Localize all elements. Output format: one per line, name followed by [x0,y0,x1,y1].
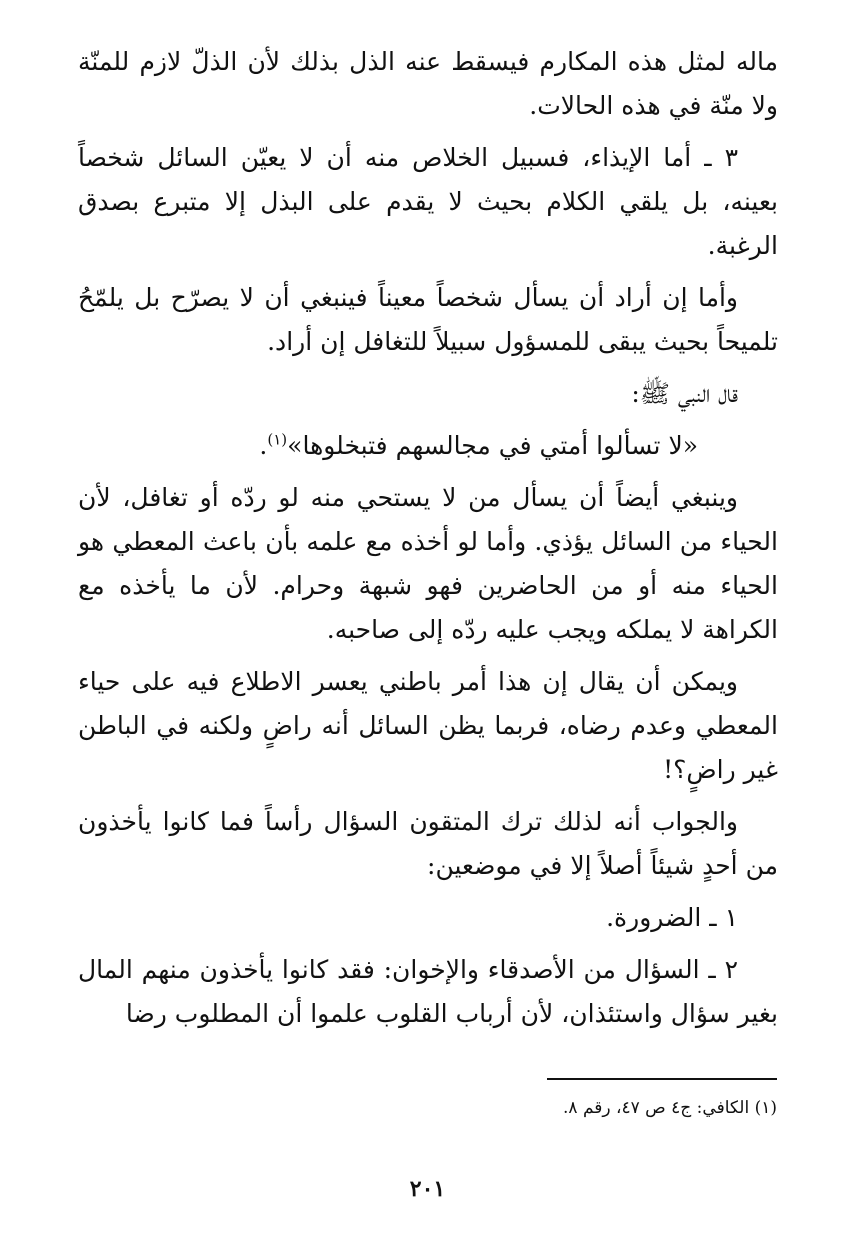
paragraph-1: ماله لمثل هذه المكارم فيسقط عنه الذل بذلك لأن الذلّ لازم للمنّة ولا منّة في هذه الحالات. [78,47,778,120]
list-item-1: ١ ـ الضرورة. [606,903,738,932]
list-item-2: ٢ ـ السؤال من الأصدقاء والإخوان: فقد كانوا يأخذون منهم المال بغير سؤال واستئذان، لأن أرباب القلوب علموا أن المطلوب رضا [78,955,778,1028]
hadith-intro: قال النبي ﷺ: [631,379,738,408]
hadith-quote [78,424,778,468]
paragraph-6: ويمكن أن يقال إن هذا أمر باطني يعسر الاطلاع فيه على حياء المعطي وعدم رضاه، فربما يظن السائل أنه راضٍ ولكنه في الباطن غير راضٍ؟! [78,667,778,784]
hadith-tail: . [259,431,268,460]
paragraph-7: والجواب أنه لذلك ترك المتقون السؤال رأساً فما كانوا يأخذون من أحدٍ شيئاً أصلاً إلا في موضعين: [78,807,778,880]
paragraph-3: وأما إن أراد أن يسأل شخصاً معيناً فينبغي أن لا يصرّح بل يلمّحُ تلميحاً بحيث يبقى للمسؤول سبيلاً للتغافل إن أراد. [78,283,778,356]
page-number: ٢٠١ [409,1176,446,1202]
hadith-text: «لا تسألوا أمتي في مجالسهم فتبخلوها» [287,431,698,460]
paragraph-2: ٣ ـ أما الإيذاء، فسبيل الخلاص منه أن لا يعيّن السائل شخصاً بعينه، بل يلقي الكلام بحيث لا يقدم على البذل إلا متبرع بصدق الرغبة. [78,143,778,260]
footnote-marker[interactable]: (١) [267,430,288,449]
footnote: (١) الكافي: ج٤ ص ٤٧، رقم ٨. [563,1098,777,1118]
footnote-divider [547,1078,777,1080]
page-body [78,40,778,1044]
paragraph-5: وينبغي أيضاً أن يسأل من لا يستحي منه لو ردّه أو تغافل، لأن الحياء من السائل يؤذي. وأما لو أخذه مع علمه بأن باعث المعطي هو الحياء منه أو من الحاضرين فهو شبهة وحرام. لأن ما يأخذه مع الكراهة لا يملكه ويجب عليه ردّه إلى صاحبه. [78,483,778,644]
